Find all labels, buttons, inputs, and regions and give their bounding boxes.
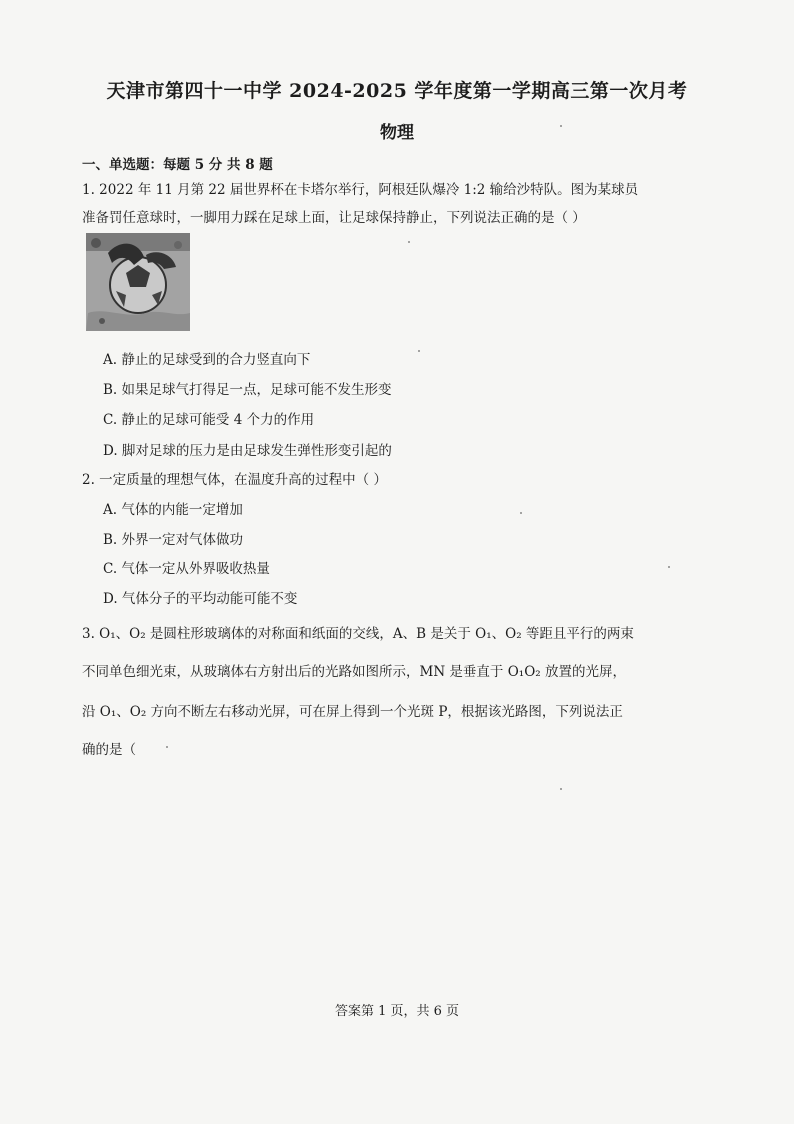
question-3-line-4: 确的是（: [82, 742, 136, 758]
question-1-line-2: 准备罚任意球时，一脚用力踩在足球上面，让足球保持静止，下列说法正确的是（ ）: [82, 210, 586, 226]
question-1-option-d: D. 脚对足球的压力是由足球发生弹性形变引起的: [103, 443, 392, 459]
football-photo: [86, 233, 190, 331]
question-3-line-2: 不同单色细光束，从玻璃体右方射出后的光路如图所示，MN 是垂直于 O₁O₂ 放置的光屏，: [82, 664, 626, 680]
question-1-line-1: 1. 2022 年 11 月第 22 届世界杯在卡塔尔举行，阿根廷队爆冷 1:2 输给沙特队。图为某球员: [82, 182, 639, 198]
question-2-stem: 2. 一定质量的理想气体，在温度升高的过程中（ ）: [82, 472, 387, 488]
question-3-line-1: 3. O₁、O₂ 是圆柱形玻璃体的对称面和纸面的交线，A、B 是关于 O₁、O₂ 等距且平行的两束: [82, 626, 634, 642]
question-2-option-b: B. 外界一定对气体做功: [103, 532, 244, 548]
scan-speck: [668, 566, 670, 568]
scan-speck: [418, 350, 420, 352]
question-1-option-b: B. 如果足球气打得足一点，足球可能不发生形变: [103, 382, 392, 398]
football-photo-image: [86, 233, 190, 331]
scan-speck: [408, 241, 410, 243]
question-3-line-3: 沿 O₁、O₂ 方向不断左右移动光屏，可在屏上得到一个光斑 P，根据该光路图，下列说法正: [82, 704, 623, 720]
question-2-option-d: D. 气体分子的平均动能可能不变: [103, 591, 298, 607]
scan-speck: [560, 125, 562, 127]
question-1-option-c: C. 静止的足球可能受 4 个力的作用: [103, 412, 315, 428]
scan-speck: [520, 512, 522, 514]
page-footer: 答案第 1 页，共 6 页: [334, 1004, 460, 1019]
exam-title: 天津市第四十一中学 2024-2025 学年度第一学期高三第一次月考: [106, 80, 688, 102]
section-heading: 一、单选题：每题 5 分 共 8 题: [82, 157, 273, 173]
scan-speck: [166, 746, 168, 748]
scan-speck: [560, 788, 562, 790]
question-1-option-a: A. 静止的足球受到的合力竖直向下: [103, 352, 311, 368]
question-2-option-a: A. 气体的内能一定增加: [103, 502, 243, 518]
subject-title: 物理: [380, 123, 414, 143]
question-2-option-c: C. 气体一定从外界吸收热量: [103, 561, 270, 577]
